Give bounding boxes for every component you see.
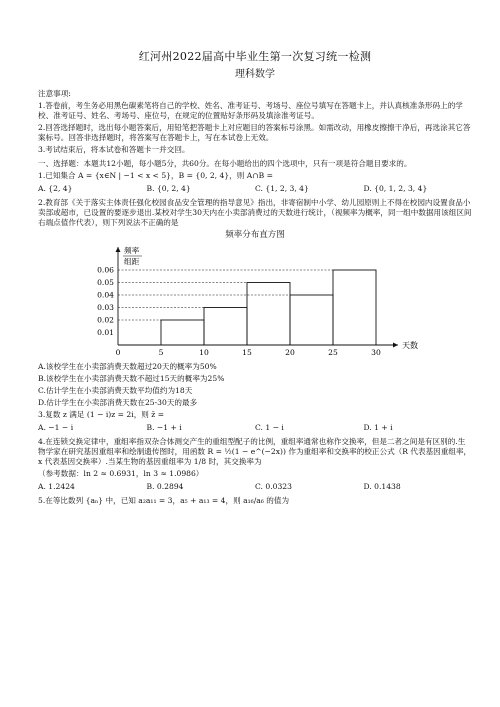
histogram-title: 频率分布直方图	[225, 229, 285, 240]
y-axis-label-numerator: 频率	[124, 246, 140, 256]
option-d: D. {0, 1, 2, 3, 4}	[363, 183, 428, 193]
exam-page	[38, 50, 472, 508]
section-heading: 一、选择题：本题共12小题，每小题5分，共60分。在每小题给出的四个选项中，只有一项是符合题目要求的。	[38, 158, 412, 168]
y-axis-arrow	[116, 247, 121, 252]
y-tick-label: 0.05	[97, 278, 114, 288]
x-axis-label: 天数	[402, 341, 418, 351]
option-a: A. −1 − i	[38, 423, 74, 433]
option-a: A. 1.2424	[38, 482, 75, 492]
question-4-stem: 4.在连锁交换定律中，重组率指双杂合体测交产生的重组型配子的比例，重组率通常也称作交换率，但是二者之间是有区别的.生物学家在研究基因重组率和绘制遗传图时，用函数 R = ½(1 − e^(−2x)) 作为重组率和交换率的校正公式（R 代表基因重组率，x 代表基因交换率）.当某生物的基因重组率为 1/8 时，其交换率为	[38, 437, 472, 467]
question-1-options	[38, 184, 472, 194]
option-d: D. 1 + i	[363, 423, 393, 433]
question-5	[38, 496, 472, 506]
y-tick-label: 0.02	[97, 315, 114, 325]
option-c: C. 0.0323	[255, 482, 292, 492]
question-5-stem: 5.在等比数列 {aₙ} 中，已知 a₂a₁₁ = 3，a₅ + a₁₃ = 4，则 a₁₆/a₆ 的值为	[38, 496, 290, 506]
option-b: B. {0, 2, 4}	[146, 183, 191, 193]
option-c: C. 1 − i	[255, 423, 284, 433]
x-tick-label: 20	[285, 348, 295, 358]
question-2-option-a: A.该校学生在小卖部消费天数超过20天的概率为50%	[38, 362, 217, 372]
question-2-option-d: D.估计学生在小卖部消费天数在25-30天的最多	[38, 398, 198, 408]
x-tick-label: 10	[199, 348, 209, 358]
question-3-options	[38, 423, 472, 433]
option-b: B. −1 + i	[146, 423, 182, 433]
option-d: D. 0.1438	[363, 482, 401, 492]
histogram-bar	[247, 283, 290, 346]
histogram-bar	[161, 320, 204, 345]
frequency-histogram	[38, 241, 472, 359]
question-2	[38, 198, 472, 408]
option-c: C. {1, 2, 3, 4}	[255, 183, 309, 193]
question-3	[38, 410, 472, 433]
x-tick-label: 0	[115, 348, 121, 358]
x-tick-label: 30	[371, 348, 381, 358]
note-item-3: 3.考试结束后，将本试卷和答题卡一并交回。	[38, 144, 190, 154]
exam-subject: 理科数学	[235, 68, 275, 80]
question-4	[38, 437, 472, 492]
note-item-2: 2.回答选择题时，选出每小题答案后，用铅笔把答题卡上对应题目的答案标号涂黑。如需改动，用橡皮擦擦干净后，再选涂其它答案标号。回答非选择题时，将答案写在答题卡上，写在本试卷上无效。	[38, 122, 471, 142]
histogram-bar	[204, 308, 247, 346]
question-4-reference: （参考数据：ln 2 ≈ 0.6931，ln 3 ≈ 1.0986）	[38, 469, 204, 479]
x-tick-label: 5	[158, 348, 164, 358]
note-item-1: 1.答卷前，考生务必用黑色碳素笔将自己的学校、姓名、准考证号、考场号、座位号填写在答题卡上，并认真核准条形码上的学校、准考证号、姓名、考场号、座位号，在规定的位置贴好条形码及填涂准考证号。	[38, 100, 463, 120]
x-tick-label: 15	[242, 348, 252, 358]
histogram-bar	[333, 270, 376, 345]
x-axis-arrow	[393, 343, 398, 348]
question-2-option-b: B.该校学生在小卖部消费天数不超过15天的概率为25%	[38, 374, 225, 384]
question-2-option-c: C.估计学生在小卖部消费天数平均值约为18天	[38, 386, 193, 396]
question-4-options	[38, 482, 472, 492]
notes-section	[38, 89, 472, 155]
question-3-stem: 3.复数 z 满足 (1 − i)z = 2i，则 z̄ =	[38, 410, 165, 420]
x-tick-label: 25	[328, 348, 338, 358]
notes-heading: 注意事项:	[38, 88, 71, 98]
option-b: B. 0.2894	[146, 482, 184, 492]
y-tick-label: 0.01	[97, 328, 114, 338]
y-tick-label: 0.06	[97, 265, 114, 275]
option-a: A. {2, 4}	[38, 183, 73, 193]
y-axis-label-denominator: 组距	[124, 257, 140, 267]
question-2-stem: 2.教育部《关于落实主体责任强化校园食品安全管理的指导意见》指出，非寄宿制中小学、幼儿园原则上不得在校园内设置食品小卖部或超市，已设置的要逐步退出.某校对学生30天内在小卖部消费过的天数进行统计，（视频率为概率，同一组中数据用该组区间右端点值作代表），则下列说法不正确的是	[38, 197, 472, 227]
exam-title: 红河州2022届高中毕业生第一次复习统一检测	[138, 50, 372, 63]
histogram-bar	[290, 295, 333, 345]
y-tick-label: 0.04	[97, 290, 114, 300]
y-tick-label: 0.03	[97, 303, 114, 313]
question-1	[38, 171, 472, 194]
question-1-stem: 1.已知集合 A = {x∈N | −1 < x < 5}，B = {0, 2, 4}，则 A∩B =	[38, 170, 273, 180]
